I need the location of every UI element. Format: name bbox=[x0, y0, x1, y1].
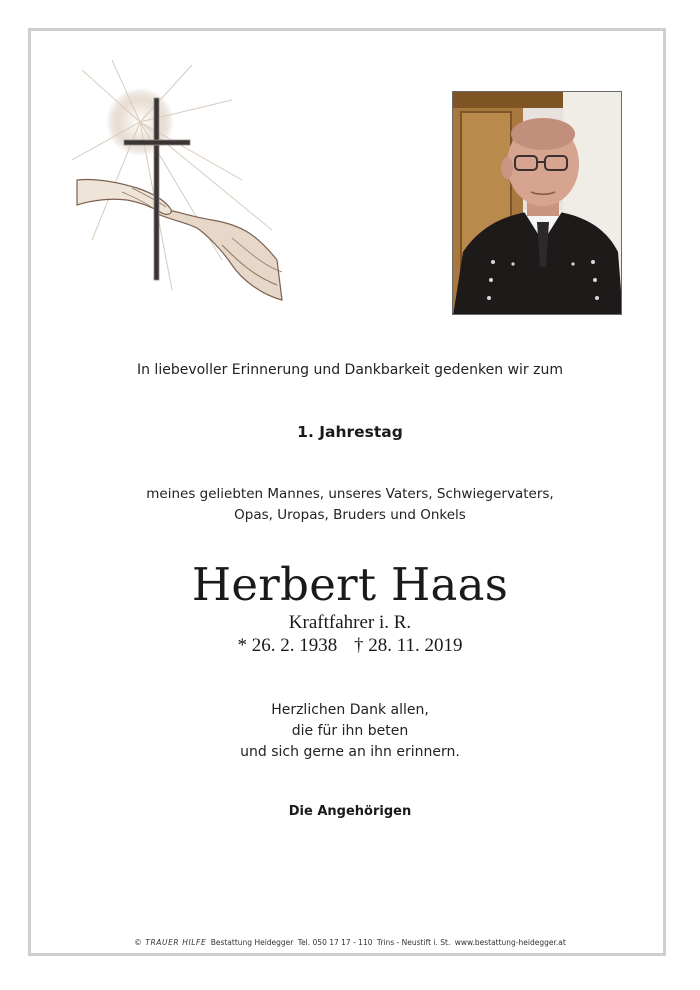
life-dates bbox=[0, 635, 700, 657]
footer bbox=[0, 938, 700, 947]
occupation: Kraftfahrer i. R. bbox=[288, 612, 412, 633]
relations-line-1: meines geliebten Mannes, unseres Vaters, Schwiegervaters, bbox=[146, 486, 554, 502]
thanks-line-3: und sich gerne an ihn erinnern. bbox=[240, 744, 460, 760]
anniversary-heading: 1. Jahrestag bbox=[297, 423, 403, 441]
deceased-name: Herbert Haas bbox=[191, 558, 509, 611]
relations-line-2: Opas, Uropas, Bruders und Onkels bbox=[234, 507, 466, 523]
footer-copyright: © TRAUER HILFE bbox=[134, 938, 207, 947]
death-date: † 28. 11. 2019 bbox=[353, 635, 463, 656]
relations-text bbox=[0, 484, 700, 526]
footer-website[interactable]: www.bestattung-heidegger.at bbox=[454, 938, 566, 947]
portrait-image bbox=[453, 92, 622, 315]
intro-text: In liebevoller Erinnerung und Dankbarkeit gedenken wir zum bbox=[136, 362, 563, 378]
cross-hands-illustration bbox=[72, 60, 292, 310]
thanks-text bbox=[0, 700, 700, 763]
footer-phone: Tel. 050 17 17 - 110 bbox=[297, 938, 373, 947]
footer-company: Bestattung Heidegger bbox=[210, 938, 294, 947]
portrait-photo bbox=[452, 91, 622, 315]
cross-hands-drawing bbox=[72, 60, 292, 310]
birth-date: * 26. 2. 1938 bbox=[237, 635, 338, 656]
signature: Die Angehörigen bbox=[288, 804, 412, 819]
thanks-line-1: Herzlichen Dank allen, bbox=[271, 702, 429, 718]
footer-locations: Trins - Neustift i. St. bbox=[376, 938, 451, 947]
thanks-line-2: die für ihn beten bbox=[291, 723, 409, 739]
